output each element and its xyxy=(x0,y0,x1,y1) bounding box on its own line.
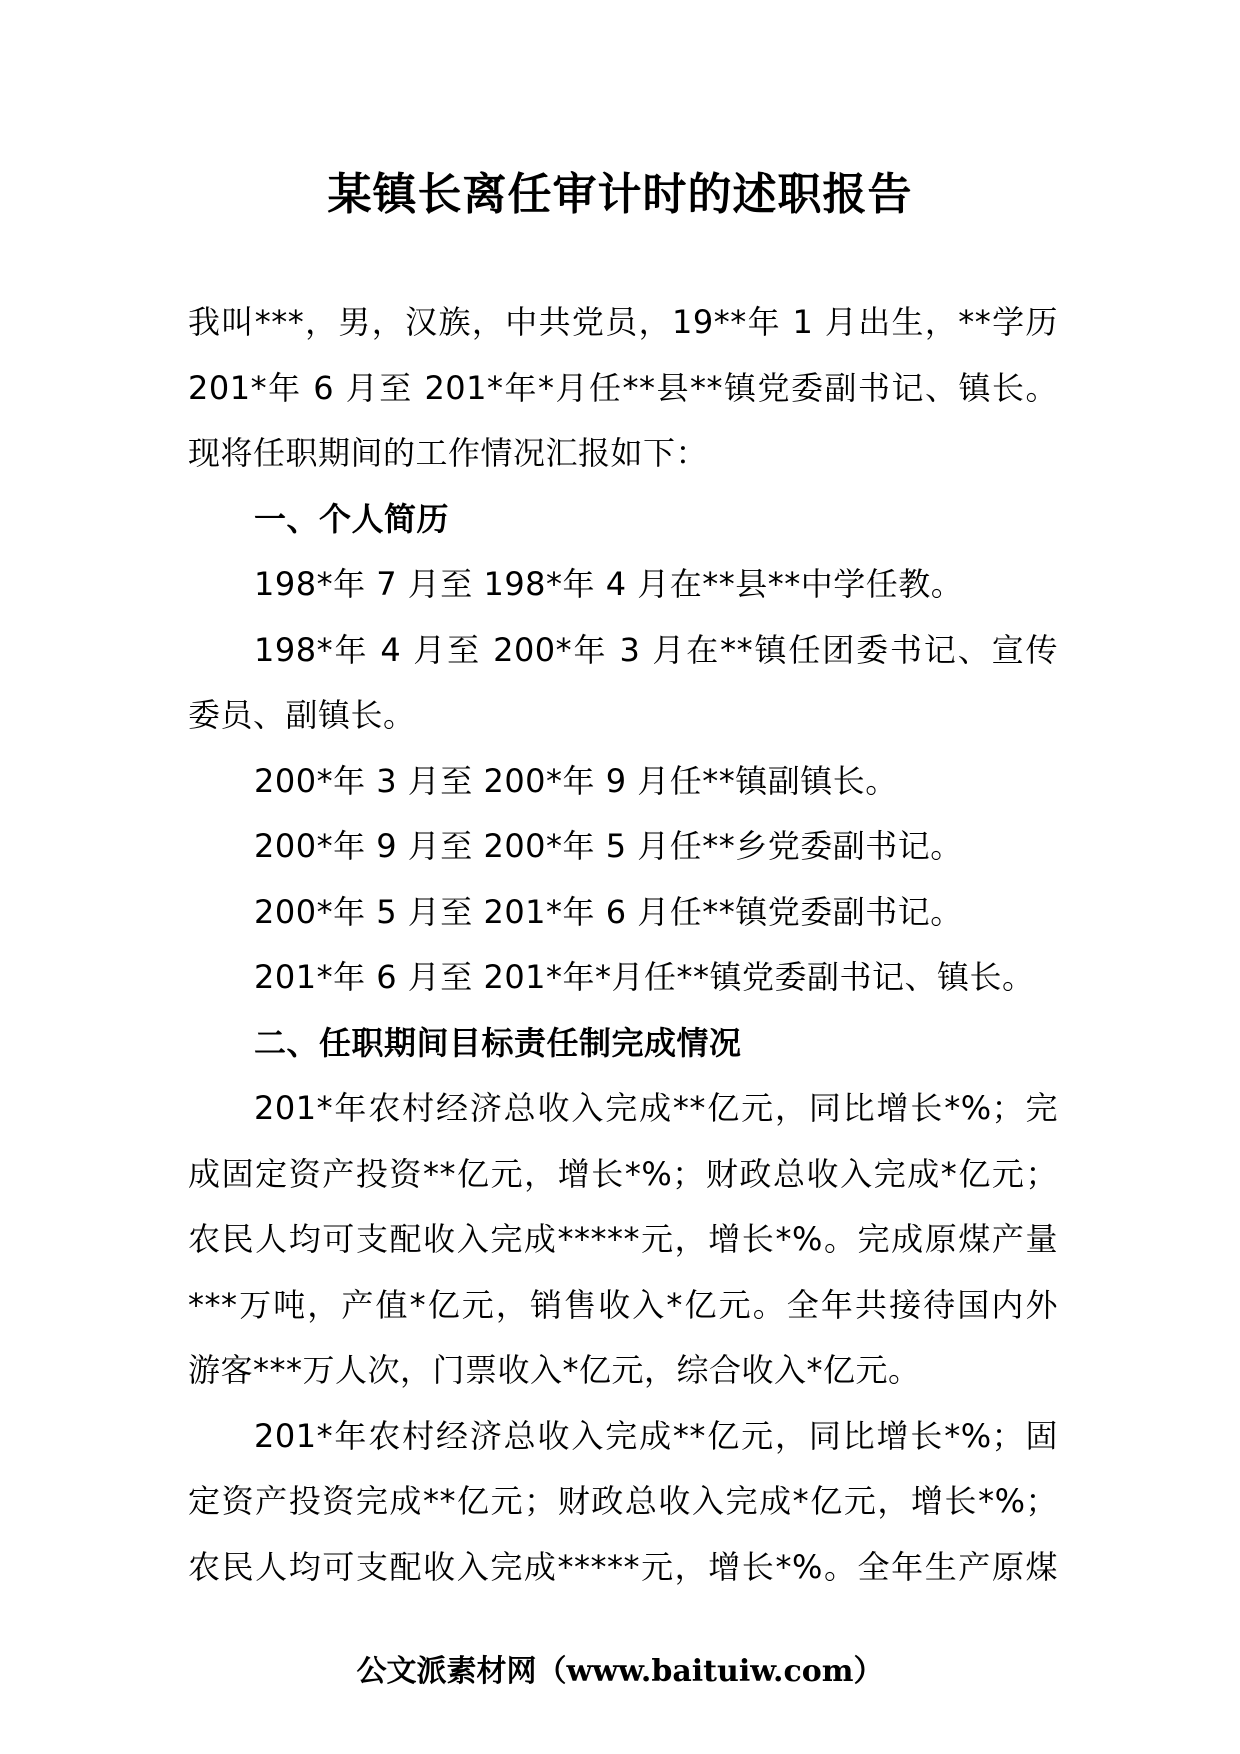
intro-line-2: 201*年 6 月至 201*年*月任**县**镇党委副书记、镇长。 xyxy=(188,368,1058,407)
targets-paragraph-1-line-2: 成固定资产投资**亿元，增长*%；财政总收入完成*亿元； xyxy=(188,1154,1058,1193)
targets-paragraph-2-line-1: 201*年农村经济总收入完成**亿元，同比增长*%；固 xyxy=(254,1416,1058,1455)
document-body xyxy=(188,290,1058,1600)
targets-paragraph-1-line-4: ***万吨，产值*亿元，销售收入*亿元。全年共接待国内外 xyxy=(188,1285,1058,1324)
targets-paragraph-2-line-3: 农民人均可支配收入完成*****元，增长*%。全年生产原煤 xyxy=(188,1547,1058,1586)
targets-paragraph-2-line-2: 定资产投资完成**亿元；财政总收入完成*亿元，增长*%； xyxy=(188,1482,1058,1520)
resume-entry-2-line-2: 委员、副镇长。 xyxy=(188,696,416,734)
resume-entry-4: 200*年 9 月至 200*年 5 月任**乡党委副书记。 xyxy=(254,827,963,865)
targets-paragraph-1-line-5: 游客***万人次，门票收入*亿元，综合收入*亿元。 xyxy=(188,1351,921,1389)
section-heading-targets: 二、任职期间目标责任制完成情况 xyxy=(254,1023,742,1062)
resume-entry-5: 200*年 5 月至 201*年 6 月任**镇党委副书记。 xyxy=(254,892,963,931)
intro-line-1: 我叫***，男，汉族，中共党员，19**年 1 月出生，**学历 xyxy=(188,303,1058,341)
resume-entry-6: 201*年 6 月至 201*年*月任**镇党委副书记、镇长。 xyxy=(254,958,1035,996)
resume-entry-2-line-1: 198*年 4 月至 200*年 3 月在**镇任团委书记、宣传 xyxy=(254,630,1058,669)
targets-paragraph-1-line-3: 农民人均可支配收入完成*****元，增长*%。完成原煤产量 xyxy=(188,1220,1058,1258)
resume-entry-1: 198*年 7 月至 198*年 4 月在**县**中学任教。 xyxy=(254,565,964,603)
resume-entry-3: 200*年 3 月至 200*年 9 月任**镇副镇长。 xyxy=(254,761,898,800)
section-heading-resume: 一、个人简历 xyxy=(254,499,450,538)
document-title: 某镇长离任审计时的述职报告 xyxy=(327,169,913,220)
intro-line-3: 现将任职期间的工作情况汇报如下： xyxy=(188,434,709,472)
footer-source: 公文派素材网（www.baituiw.com） xyxy=(356,1654,884,1689)
targets-paragraph-1-line-1: 201*年农村经济总收入完成**亿元，同比增长*%；完 xyxy=(254,1089,1058,1127)
